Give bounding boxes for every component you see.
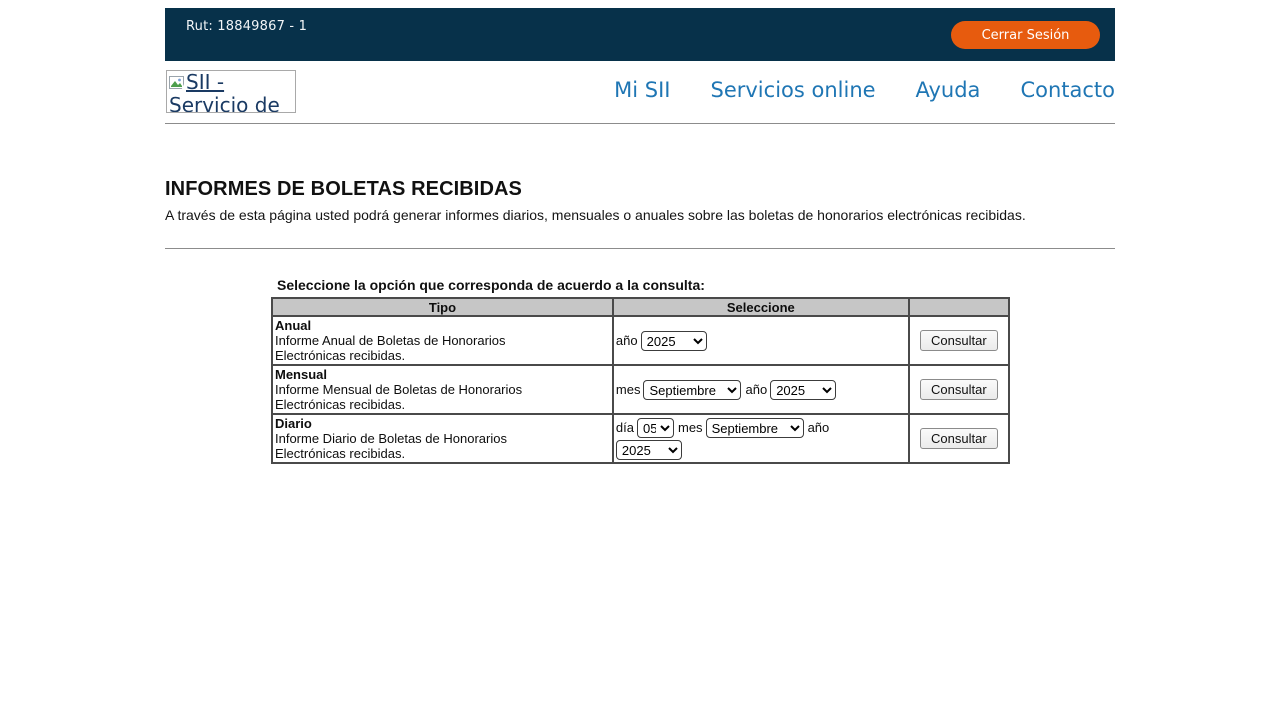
tipo-name-mensual: Mensual <box>275 367 328 382</box>
tipo-desc-anual: Informe Anual de Boletas de Honorarios Electrónicas recibidas. <box>275 333 506 363</box>
tipo-cell-anual <box>272 316 613 365</box>
tipo-desc-diario: Informe Diario de Boletas de Honorarios Electrónicas recibidas. <box>275 431 507 461</box>
tipo-cell-mensual <box>272 365 613 414</box>
ano-select-diario[interactable] <box>616 440 682 460</box>
broken-image-icon <box>169 74 185 95</box>
select-cell-mensual <box>613 365 909 414</box>
session-topbar <box>165 8 1115 61</box>
consultar-button-mensual[interactable]: Consultar <box>920 379 998 400</box>
ano-label-diario: año <box>807 419 830 435</box>
site-header <box>165 61 1115 124</box>
content-divider <box>165 248 1115 249</box>
mes-select-diario[interactable] <box>706 418 804 438</box>
mes-select-mensual[interactable] <box>643 380 741 400</box>
boletas-report-table <box>271 297 1010 464</box>
ano-label-anual: año <box>615 332 638 348</box>
logout-button[interactable]: Cerrar Sesión <box>951 21 1100 49</box>
sii-logo-link[interactable] <box>166 70 296 113</box>
ano-select-anual[interactable] <box>641 331 707 351</box>
dia-label-diario: día <box>615 419 634 435</box>
action-cell-mensual <box>909 365 1009 414</box>
tipo-cell-diario <box>272 414 613 463</box>
tipo-name-anual: Anual <box>275 318 312 333</box>
tipo-desc-mensual: Informe Mensual de Boletas de Honorarios Electrónicas recibidas. <box>275 382 523 412</box>
table-row-diario <box>272 414 1009 463</box>
action-cell-diario <box>909 414 1009 463</box>
page-title: INFORMES DE BOLETAS RECIBIDAS <box>165 178 522 200</box>
nav-item-ayuda[interactable]: Ayuda <box>915 78 981 102</box>
nav-item-contacto[interactable]: Contacto <box>1020 78 1115 102</box>
header-action <box>909 298 1009 316</box>
table-caption: Seleccione la opción que corresponda de acuerdo a la consulta: <box>277 277 705 293</box>
mes-label-mensual: mes <box>615 381 641 397</box>
consultar-button-diario[interactable]: Consultar <box>920 428 998 449</box>
main-nav <box>614 78 1115 102</box>
action-cell-anual <box>909 316 1009 365</box>
mes-label-diario: mes <box>678 419 703 435</box>
select-cell-anual <box>613 316 909 365</box>
table-row-mensual <box>272 365 1009 414</box>
page-container <box>165 8 1115 464</box>
ano-label-mensual: año <box>745 381 768 397</box>
ano-select-mensual[interactable] <box>770 380 836 400</box>
table-header-row <box>272 298 1009 316</box>
nav-item-mi-sii[interactable]: Mi SII <box>614 78 671 102</box>
broken-logo-image[interactable] <box>166 70 296 113</box>
consultar-button-anual[interactable]: Consultar <box>920 330 998 351</box>
header-seleccione: Seleccione <box>613 298 909 316</box>
select-cell-diario <box>613 414 909 463</box>
nav-item-servicios-online[interactable]: Servicios online <box>710 78 876 102</box>
page-description: A través de esta página usted podrá generar informes diarios, mensuales o anuales sobre las boletas de honorarios electrónicas recibidas. <box>165 207 1026 223</box>
header-tipo: Tipo <box>272 298 613 316</box>
rut-label: Rut: 18849867 - 1 <box>186 19 308 34</box>
dia-select-diario[interactable] <box>637 418 674 438</box>
logo-alt-text: SII - Servicio de <box>169 70 280 113</box>
table-row-anual <box>272 316 1009 365</box>
tipo-name-diario: Diario <box>275 416 312 431</box>
